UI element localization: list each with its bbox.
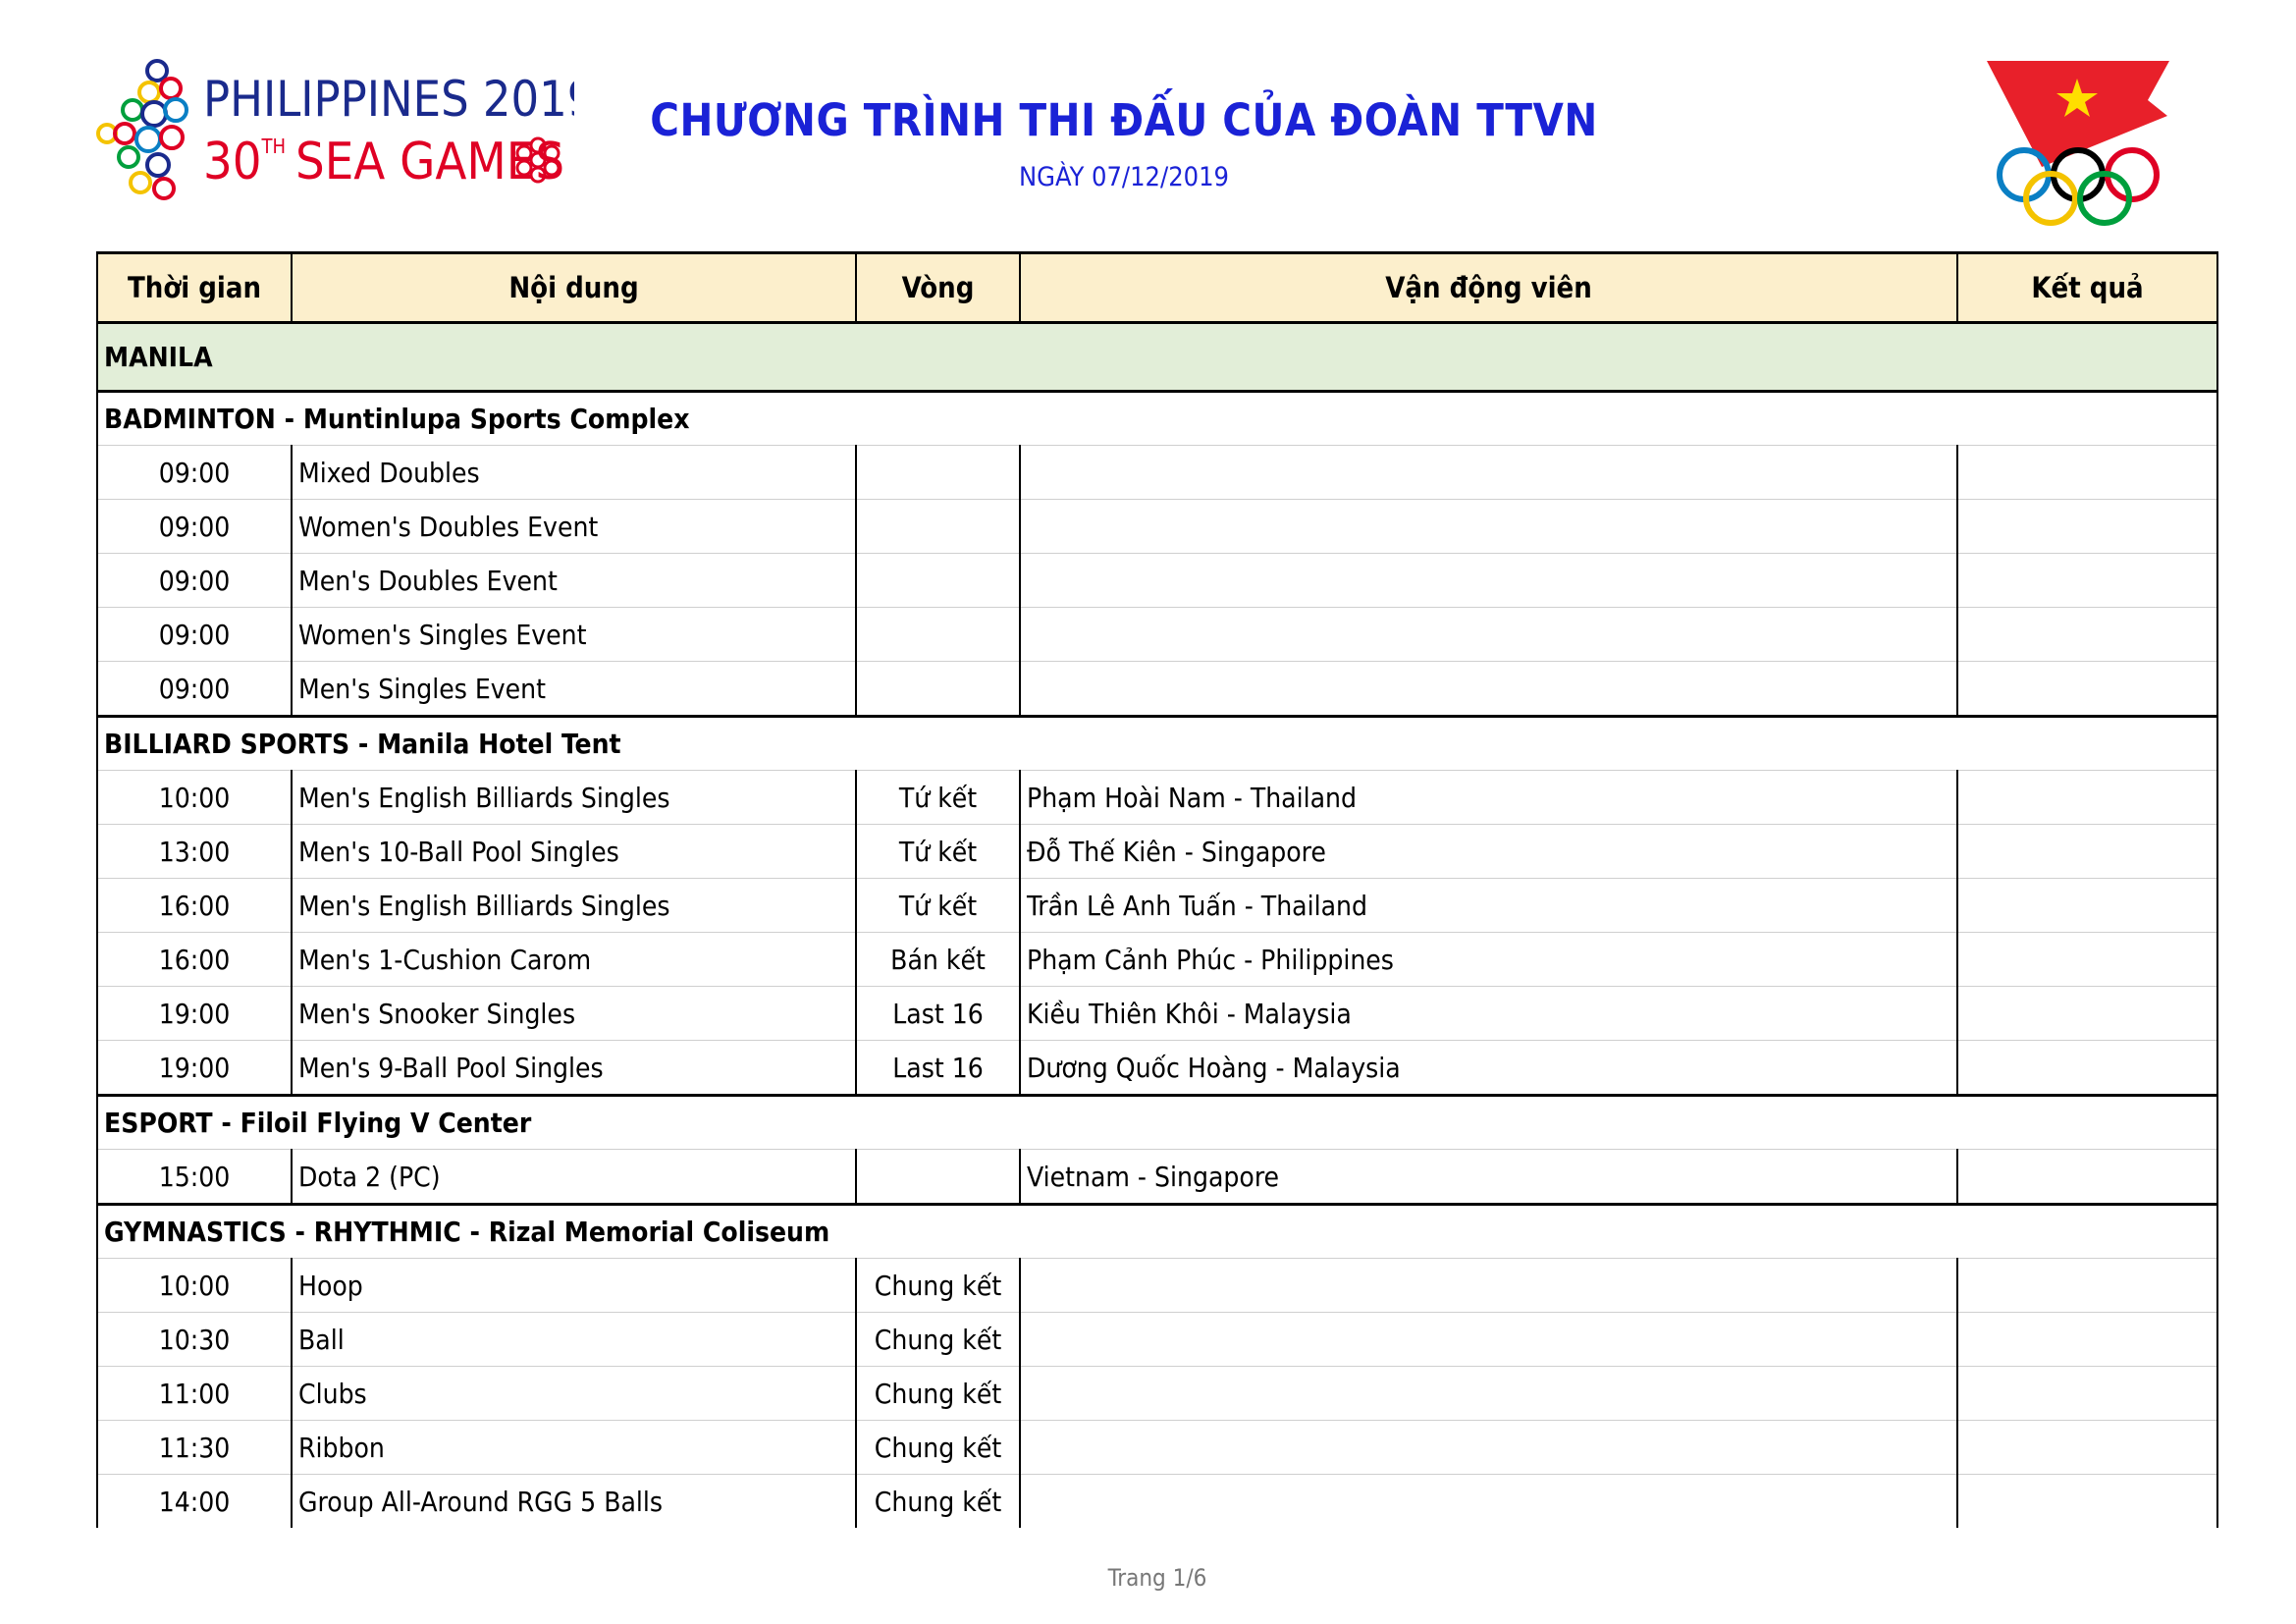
event-round [856, 500, 1020, 554]
schedule-table [96, 251, 2218, 1528]
event-result [1957, 608, 2217, 662]
sport-heading: BILLIARD SPORTS - Manila Hotel Tent [97, 717, 2217, 771]
event-time: 10:30 [97, 1313, 292, 1367]
event-time: 09:00 [97, 554, 292, 608]
sport-heading-row [97, 717, 2217, 771]
sport-name: ESPORT [104, 1107, 213, 1139]
sport-venue: Rizal Memorial Coliseum [488, 1216, 830, 1248]
event-time: 09:00 [97, 608, 292, 662]
table-row [97, 1041, 2217, 1096]
event-athlete [1020, 1313, 1957, 1367]
table-row [97, 1367, 2217, 1421]
event-result [1957, 1421, 2217, 1475]
table-row [97, 933, 2217, 987]
event-athlete [1020, 554, 1957, 608]
event-round: Last 16 [856, 987, 1020, 1041]
sport-heading: ESPORT - Filoil Flying V Center [97, 1096, 2217, 1150]
table-row [97, 1313, 2217, 1367]
sport-venue: Manila Hotel Tent [377, 728, 621, 760]
event-result [1957, 662, 2217, 717]
logo-line-2-sup: TH [261, 135, 287, 158]
sport-heading: BADMINTON - Muntinlupa Sports Complex [97, 392, 2217, 446]
column-header-time: Thời gian [97, 253, 292, 323]
column-header-round: Vòng [856, 253, 1020, 323]
sport-name: BILLIARD SPORTS [104, 728, 350, 760]
event-time: 09:00 [97, 662, 292, 717]
event-time: 11:30 [97, 1421, 292, 1475]
vietnam-olympic-logo [1983, 59, 2179, 231]
event-athlete [1020, 1367, 1957, 1421]
table-row [97, 1259, 2217, 1313]
event-result [1957, 1259, 2217, 1313]
event-athlete [1020, 1475, 1957, 1529]
event-round: Tứ kết [856, 879, 1020, 933]
event-athlete: Phạm Cảnh Phúc - Philippines [1020, 933, 1957, 987]
event-result [1957, 1475, 2217, 1529]
table-row [97, 554, 2217, 608]
event-name: Mixed Doubles [292, 446, 856, 500]
event-name: Ribbon [292, 1421, 856, 1475]
event-name: Men's Singles Event [292, 662, 856, 717]
event-name: Women's Doubles Event [292, 500, 856, 554]
event-athlete: Dương Quốc Hoàng - Malaysia [1020, 1041, 1957, 1096]
event-round [856, 554, 1020, 608]
event-result [1957, 1313, 2217, 1367]
event-result [1957, 500, 2217, 554]
event-result [1957, 879, 2217, 933]
event-athlete [1020, 500, 1957, 554]
table-header-row [97, 253, 2217, 323]
event-round [856, 662, 1020, 717]
logo-line-2-text: SEA GAMES [295, 133, 565, 191]
event-time: 09:00 [97, 446, 292, 500]
sport-venue: Filoil Flying V Center [240, 1107, 532, 1139]
event-name: Men's 9-Ball Pool Singles [292, 1041, 856, 1096]
event-athlete [1020, 446, 1957, 500]
event-name: Men's 1-Cushion Carom [292, 933, 856, 987]
event-round [856, 1150, 1020, 1205]
event-time: 14:00 [97, 1475, 292, 1529]
table-row [97, 771, 2217, 825]
table-row [97, 1421, 2217, 1475]
region-name: MANILA [97, 323, 2217, 392]
event-name: Hoop [292, 1259, 856, 1313]
vietnam-flag-olympic-rings-icon [1983, 59, 2179, 231]
event-result [1957, 933, 2217, 987]
event-athlete [1020, 1421, 1957, 1475]
table-row [97, 879, 2217, 933]
sport-name: BADMINTON [104, 403, 276, 435]
table-row [97, 662, 2217, 717]
column-header-athlete: Vận động viên [1020, 253, 1957, 323]
event-name: Ball [292, 1313, 856, 1367]
event-time: 15:00 [97, 1150, 292, 1205]
event-name: Clubs [292, 1367, 856, 1421]
table-row [97, 608, 2217, 662]
event-round: Last 16 [856, 1041, 1020, 1096]
event-name: Group All-Around RGG 5 Balls [292, 1475, 856, 1529]
event-time: 13:00 [97, 825, 292, 879]
event-time: 10:00 [97, 771, 292, 825]
event-round [856, 608, 1020, 662]
table-row [97, 500, 2217, 554]
document-title: CHƯƠNG TRÌNH THI ĐẤU CỦA ĐOÀN TTVN [650, 94, 1598, 146]
event-athlete [1020, 608, 1957, 662]
event-athlete: Vietnam - Singapore [1020, 1150, 1957, 1205]
event-athlete: Trần Lê Anh Tuấn - Thailand [1020, 879, 1957, 933]
event-name: Dota 2 (PC) [292, 1150, 856, 1205]
event-time: 16:00 [97, 879, 292, 933]
event-round: Chung kết [856, 1313, 1020, 1367]
event-athlete: Đỗ Thế Kiên - Singapore [1020, 825, 1957, 879]
logo-line-1: PHILIPPINES 2019 [203, 71, 574, 128]
sport-heading-row [97, 392, 2217, 446]
table-row [97, 446, 2217, 500]
event-round: Chung kết [856, 1475, 1020, 1529]
sport-heading: GYMNASTICS - RHYTHMIC - Rizal Memorial Coliseum [97, 1205, 2217, 1259]
sport-heading-row [97, 1096, 2217, 1150]
table-row [97, 825, 2217, 879]
column-header-result: Kết quả [1957, 253, 2217, 323]
event-result [1957, 446, 2217, 500]
sport-heading-row [97, 1205, 2217, 1259]
event-round: Chung kết [856, 1421, 1020, 1475]
column-header-event: Nội dung [292, 253, 856, 323]
event-time: 11:00 [97, 1367, 292, 1421]
event-result [1957, 554, 2217, 608]
event-result [1957, 987, 2217, 1041]
page-number: Trang 1/6 [1107, 1564, 1207, 1592]
region-row [97, 323, 2217, 392]
event-time: 09:00 [97, 500, 292, 554]
event-athlete: Kiều Thiên Khôi - Malaysia [1020, 987, 1957, 1041]
event-name: Men's Doubles Event [292, 554, 856, 608]
table-row [97, 987, 2217, 1041]
event-name: Men's 10-Ball Pool Singles [292, 825, 856, 879]
document-date: NGÀY 07/12/2019 [1018, 162, 1230, 192]
table-row [97, 1475, 2217, 1529]
event-athlete [1020, 1259, 1957, 1313]
event-name: Men's English Billiards Singles [292, 771, 856, 825]
event-round: Tứ kết [856, 771, 1020, 825]
table-row [97, 1150, 2217, 1205]
event-result [1957, 771, 2217, 825]
event-name: Women's Singles Event [292, 608, 856, 662]
sport-venue: Muntinlupa Sports Complex [302, 403, 690, 435]
event-result [1957, 1150, 2217, 1205]
event-name: Men's Snooker Singles [292, 987, 856, 1041]
event-time: 16:00 [97, 933, 292, 987]
event-round [856, 446, 1020, 500]
event-time: 19:00 [97, 1041, 292, 1096]
event-result [1957, 1367, 2217, 1421]
logo-line-2-number: 30 [203, 133, 262, 191]
event-round: Bán kết [856, 933, 1020, 987]
event-round: Chung kết [856, 1367, 1020, 1421]
event-name: Men's English Billiards Singles [292, 879, 856, 933]
event-athlete [1020, 662, 1957, 717]
event-time: 19:00 [97, 987, 292, 1041]
event-round: Tứ kết [856, 825, 1020, 879]
sport-name: GYMNASTICS - RHYTHMIC [104, 1216, 461, 1248]
event-round: Chung kết [856, 1259, 1020, 1313]
event-athlete: Phạm Hoài Nam - Thailand [1020, 771, 1957, 825]
event-result [1957, 825, 2217, 879]
event-time: 10:00 [97, 1259, 292, 1313]
event-result [1957, 1041, 2217, 1096]
